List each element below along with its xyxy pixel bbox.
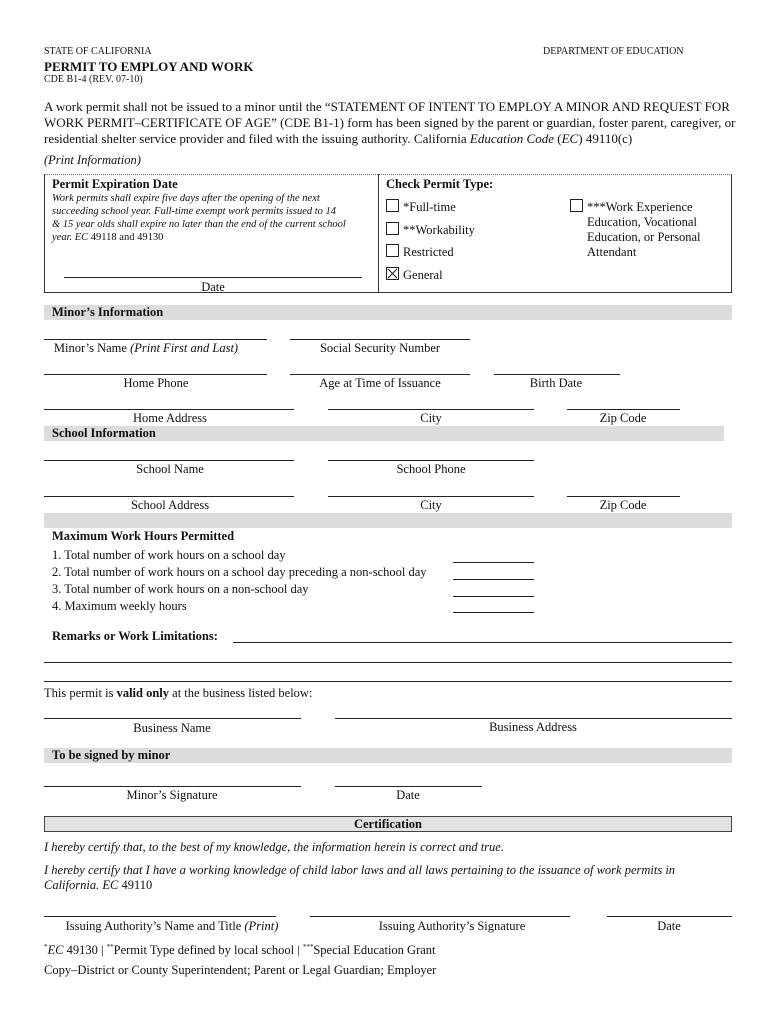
t: Issuing Authority’s Name and Title [65, 919, 245, 933]
minor-signature-line[interactable] [44, 786, 301, 787]
authority-date-label: Date [657, 919, 681, 933]
t: 49110 [118, 878, 153, 892]
copy-distribution: Copy–District or County Superintendent; Parent or Legal Guardian; Employer [44, 963, 437, 977]
t [52, 231, 346, 244]
state-label: STATE OF CALIFORNIA [44, 46, 152, 57]
t: *Full-time [403, 200, 456, 214]
authority-signature-label: Issuing Authority’s Signature [378, 919, 526, 933]
business-intro [44, 686, 312, 701]
footnote [44, 943, 436, 958]
expiration-text [52, 192, 346, 244]
authority-name-label [66, 919, 279, 934]
age-line[interactable] [290, 374, 470, 375]
t: & 15 year olds shall expire no later than the end of the current school [52, 219, 346, 230]
authority-date-line[interactable] [607, 916, 732, 917]
minor-name-label [54, 341, 238, 356]
minor-date-label: Date [396, 788, 420, 802]
expiration-date-line[interactable] [64, 277, 362, 278]
t: California. [44, 878, 103, 892]
t: EC [74, 232, 89, 243]
t: ) 49110(c) [578, 131, 633, 146]
remarks-line[interactable] [44, 681, 732, 682]
zip-line[interactable] [567, 409, 680, 410]
checkbox[interactable] [386, 199, 399, 212]
t: Education, or Personal [587, 230, 701, 244]
list-item: 2. Total number of work hours on a school day preceding a non-school day [52, 565, 427, 579]
certification-heading: Certification [44, 816, 732, 832]
t: at the business listed below: [169, 686, 313, 700]
print-info-label: (Print Information) [44, 153, 141, 167]
t: * [44, 943, 48, 951]
t: valid only [116, 686, 170, 700]
school-info-heading: School Information [44, 426, 724, 441]
hours-input-line[interactable] [453, 579, 534, 580]
divider [378, 174, 379, 293]
t: Minor’s Name [53, 341, 131, 355]
home-address-label: Home Address [133, 411, 207, 425]
authority-name-line[interactable] [44, 916, 276, 917]
age-label: Age at Time of Issuance [319, 376, 441, 390]
t: Attendant [587, 245, 637, 259]
checkbox[interactable] [386, 244, 399, 257]
t: General [403, 268, 443, 282]
school-zip-line[interactable] [567, 496, 680, 497]
list-item: 4. Maximum weekly hours [52, 599, 187, 613]
t: ( [554, 131, 562, 146]
minor-signature-label: Minor’s Signature [126, 788, 218, 802]
school-address-line[interactable] [44, 496, 294, 497]
business-name-line[interactable] [44, 718, 301, 719]
birth-date-line[interactable] [494, 374, 620, 375]
business-address-line[interactable] [335, 718, 732, 719]
t: ***Work Experience [587, 200, 693, 214]
t: year. [52, 232, 75, 243]
intro-line [44, 131, 736, 147]
hours-input-line[interactable] [453, 596, 534, 597]
t: Education, Vocational [587, 215, 697, 229]
home-address-line[interactable] [44, 409, 294, 410]
t: 49130 | [63, 943, 107, 958]
remarks-line[interactable] [233, 642, 732, 643]
separator-band [44, 513, 732, 528]
checkbox-general[interactable] [386, 267, 443, 283]
minor-info-heading: Minor’s Information [44, 305, 732, 320]
school-name-label: School Name [136, 462, 204, 476]
expiration-heading: Permit Expiration Date [52, 177, 178, 191]
cert-text-1: I hereby certify that, to the best of my knowledge, the information herein is correct and true. [44, 840, 504, 854]
t: EC [102, 878, 119, 892]
t: This permit is [44, 686, 117, 700]
school-phone-line[interactable] [328, 460, 534, 461]
t: EC [561, 131, 579, 146]
t: Restricted [403, 245, 454, 259]
t: (Print) [244, 919, 279, 933]
intro-paragraph [44, 99, 736, 147]
checkbox[interactable] [570, 199, 583, 212]
t: 49118 and 49130 [88, 232, 164, 243]
business-address-label: Business Address [489, 720, 577, 734]
form-title: PERMIT TO EMPLOY AND WORK [44, 59, 254, 74]
minor-sign-heading: To be signed by minor [44, 748, 732, 763]
school-zip-label: Zip Code [599, 498, 647, 512]
t [44, 878, 675, 893]
t: **Workability [403, 223, 475, 237]
remarks-line[interactable] [44, 662, 732, 663]
checkbox-full-time[interactable] [386, 199, 456, 215]
school-city-line[interactable] [328, 496, 534, 497]
school-address-label: School Address [130, 498, 210, 512]
t: Work permits shall expire five days after the opening of the next [52, 193, 320, 204]
permit-type-heading: Check Permit Type: [386, 177, 494, 191]
t: I hereby certify that I have a working knowledge of child labor laws and all laws pertaining to the issuance of work permits in [44, 863, 676, 877]
form-id: CDE B1-4 (REV. 07-10) [44, 74, 143, 85]
hours-heading: Maximum Work Hours Permitted [52, 529, 235, 543]
list-item: 1. Total number of work hours on a school day [52, 548, 286, 562]
checkbox-workability[interactable] [386, 222, 475, 238]
school-city-label: City [420, 498, 442, 512]
school-phone-label: School Phone [396, 462, 466, 476]
zip-label: Zip Code [599, 411, 647, 425]
t: Permit Type defined by local school | [113, 943, 303, 958]
date-label: Date [201, 280, 225, 294]
city-label: City [420, 411, 442, 425]
minor-name-line[interactable] [44, 339, 267, 340]
hours-input-line[interactable] [453, 612, 534, 613]
department-label: DEPARTMENT OF EDUCATION [543, 46, 684, 57]
minor-date-line[interactable] [335, 786, 482, 787]
home-phone-line[interactable] [44, 374, 267, 375]
t: succeeding school year. Full-time exempt work permits issued to 14 [52, 206, 337, 217]
remarks-label: Remarks or Work Limitations: [52, 629, 218, 643]
t: residential shelter service provider and filed with the issuing authority. California [44, 131, 470, 146]
ssn-line[interactable] [290, 339, 470, 340]
school-name-line[interactable] [44, 460, 294, 461]
checkbox-work-experience[interactable] [570, 199, 701, 260]
checked-checkbox[interactable] [386, 267, 399, 280]
hours-input-line[interactable] [453, 562, 534, 563]
t: ** [106, 943, 114, 951]
intro-line: WORK PERMIT–CERTIFICATE OF AGE” (CDE B1-1) form has been signed by the parent or guardian, foster parent, caregiver, or [44, 115, 736, 130]
home-phone-label: Home Phone [123, 376, 189, 390]
t: EC [47, 943, 64, 958]
t: Special Education Grant [313, 943, 436, 958]
ssn-label: Social Security Number [319, 341, 441, 355]
authority-signature-line[interactable] [310, 916, 570, 917]
cert-text-2 [44, 863, 675, 893]
t: *** [302, 943, 314, 951]
business-name-label: Business Name [133, 721, 211, 735]
t: (Print First and Last) [130, 341, 239, 355]
hours-list [52, 547, 427, 615]
t: Education Code [469, 131, 555, 146]
checkbox[interactable] [386, 222, 399, 235]
birth-date-label: Birth Date [529, 376, 583, 390]
checkbox-restricted[interactable] [386, 244, 454, 260]
city-line[interactable] [328, 409, 534, 410]
intro-line: A work permit shall not be issued to a minor until the “STATEMENT OF INTENT TO EMPLOY A MINOR AND REQUEST FOR [44, 99, 730, 114]
list-item: 3. Total number of work hours on a non-school day [52, 582, 309, 596]
